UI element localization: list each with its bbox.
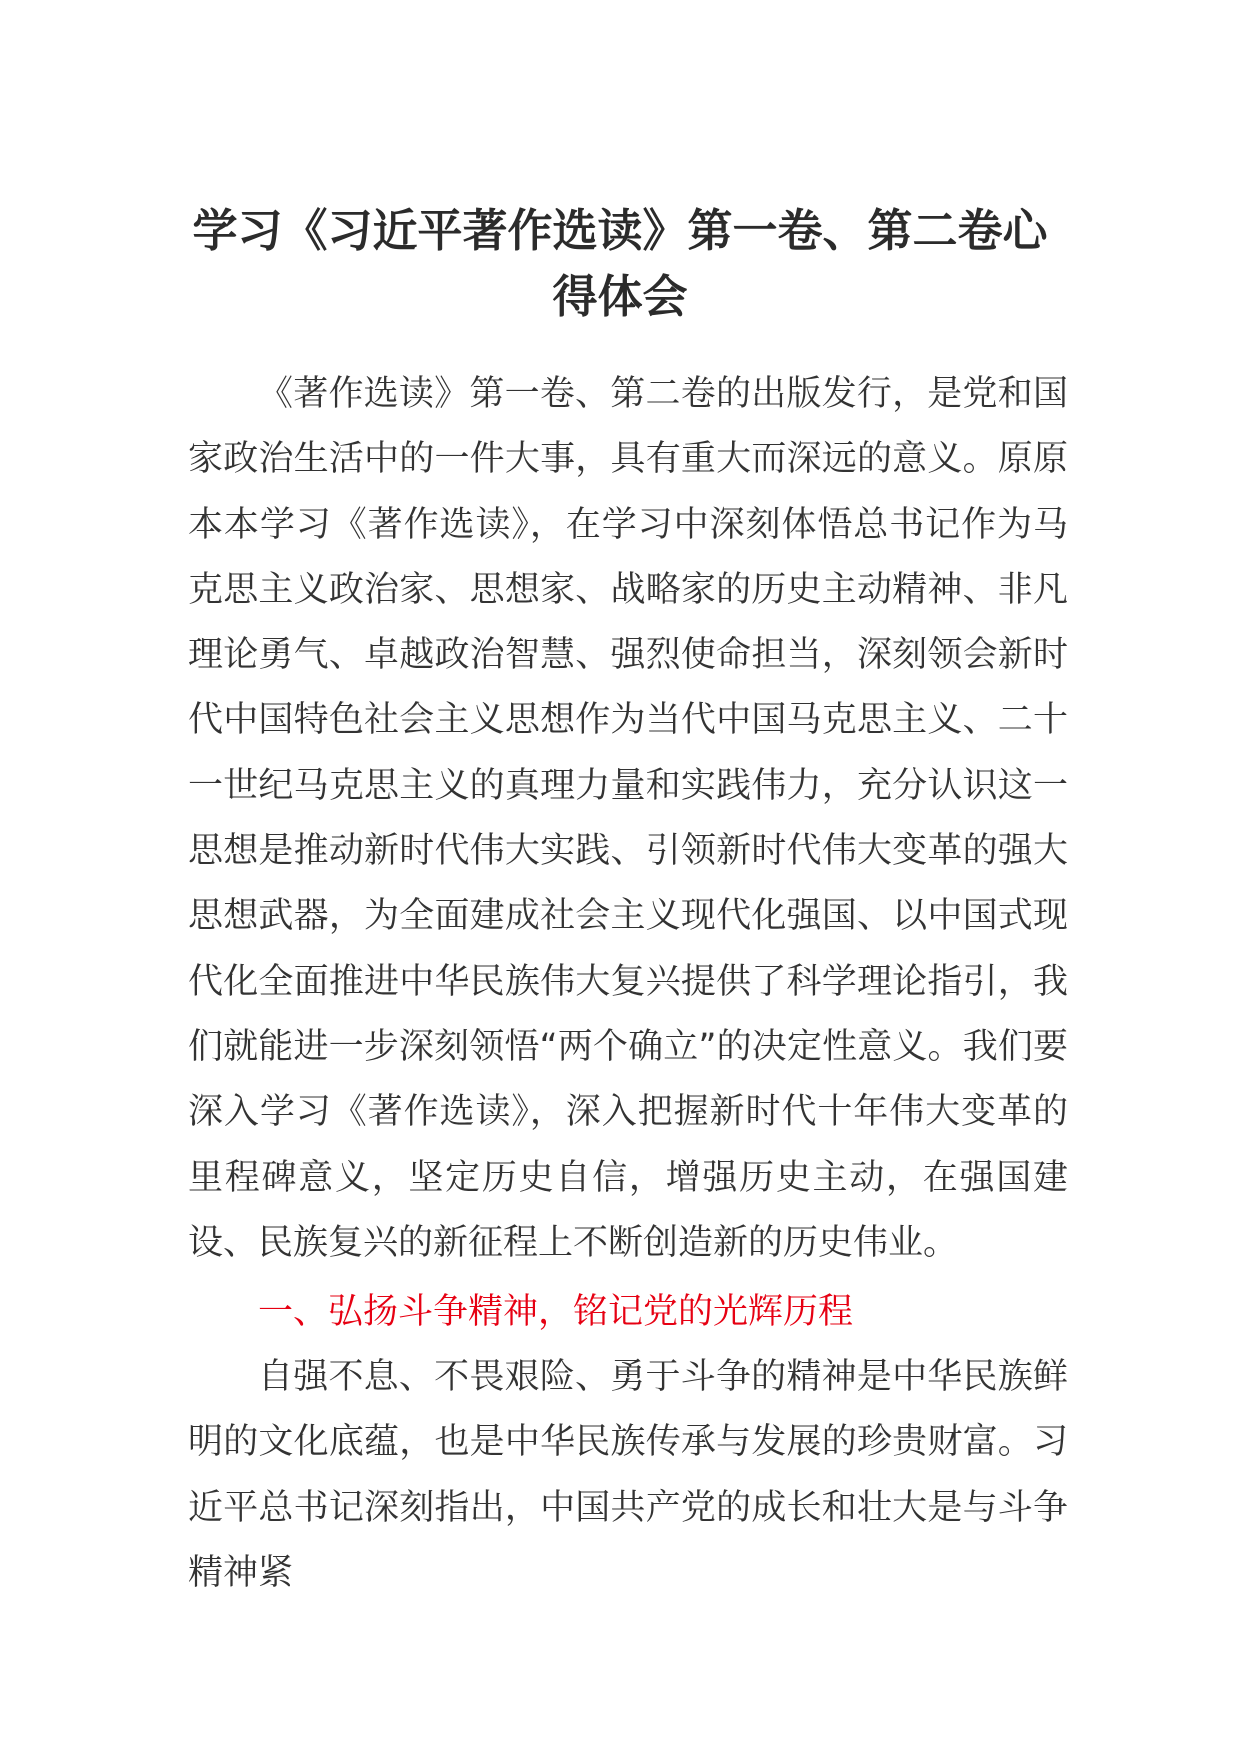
document-title: 学习《习近平著作选读》第一卷、第二卷心得体会 xyxy=(192,204,1048,323)
body-paragraph: 《著作选读》第一卷、第二卷的出版发行，是党和国家政治生活中的一件大事，具有重大而深远的意义。原原本本学习《著作选读》，在学习中深刻体悟总书记作为马克思主义政治家、思想家、战略家的历史主动精神、非凡理论勇气、卓越政治智慧、强烈使命担当，深刻领会新时代中国特色社会主义思想作为当代中国马克思主义、二十一世纪马克思主义的真理力量和实践伟力，充分认识这一思想是推动新时代伟大实践、引领新时代伟大变革的强大思想武器，为全面建成社会主义现代化强国、以中国式现代化全面推进中华民族伟大复兴提供了科学理论指引，我们就能进一步深刻领悟“两个确立”的决定性意义。我们要深入学习《著作选读》，深入把握新时代十年伟大变革的里程碑意义，坚定历史自信，增强历史主动，在强国建设、民族复兴的新征程上不断创造新的历史伟业。 xyxy=(188,374,1068,1263)
section-paragraph: 自强不息、不畏艰险、勇于斗争的精神是中华民族鲜明的文化底蕴，也是中华民族传承与发展的珍贵财富。习近平总书记深刻指出，中国共产党的成长和壮大是与斗争精神紧 xyxy=(188,1357,1068,1593)
section-heading: 一、弘扬斗争精神，铭记党的光辉历程 xyxy=(258,1292,854,1332)
